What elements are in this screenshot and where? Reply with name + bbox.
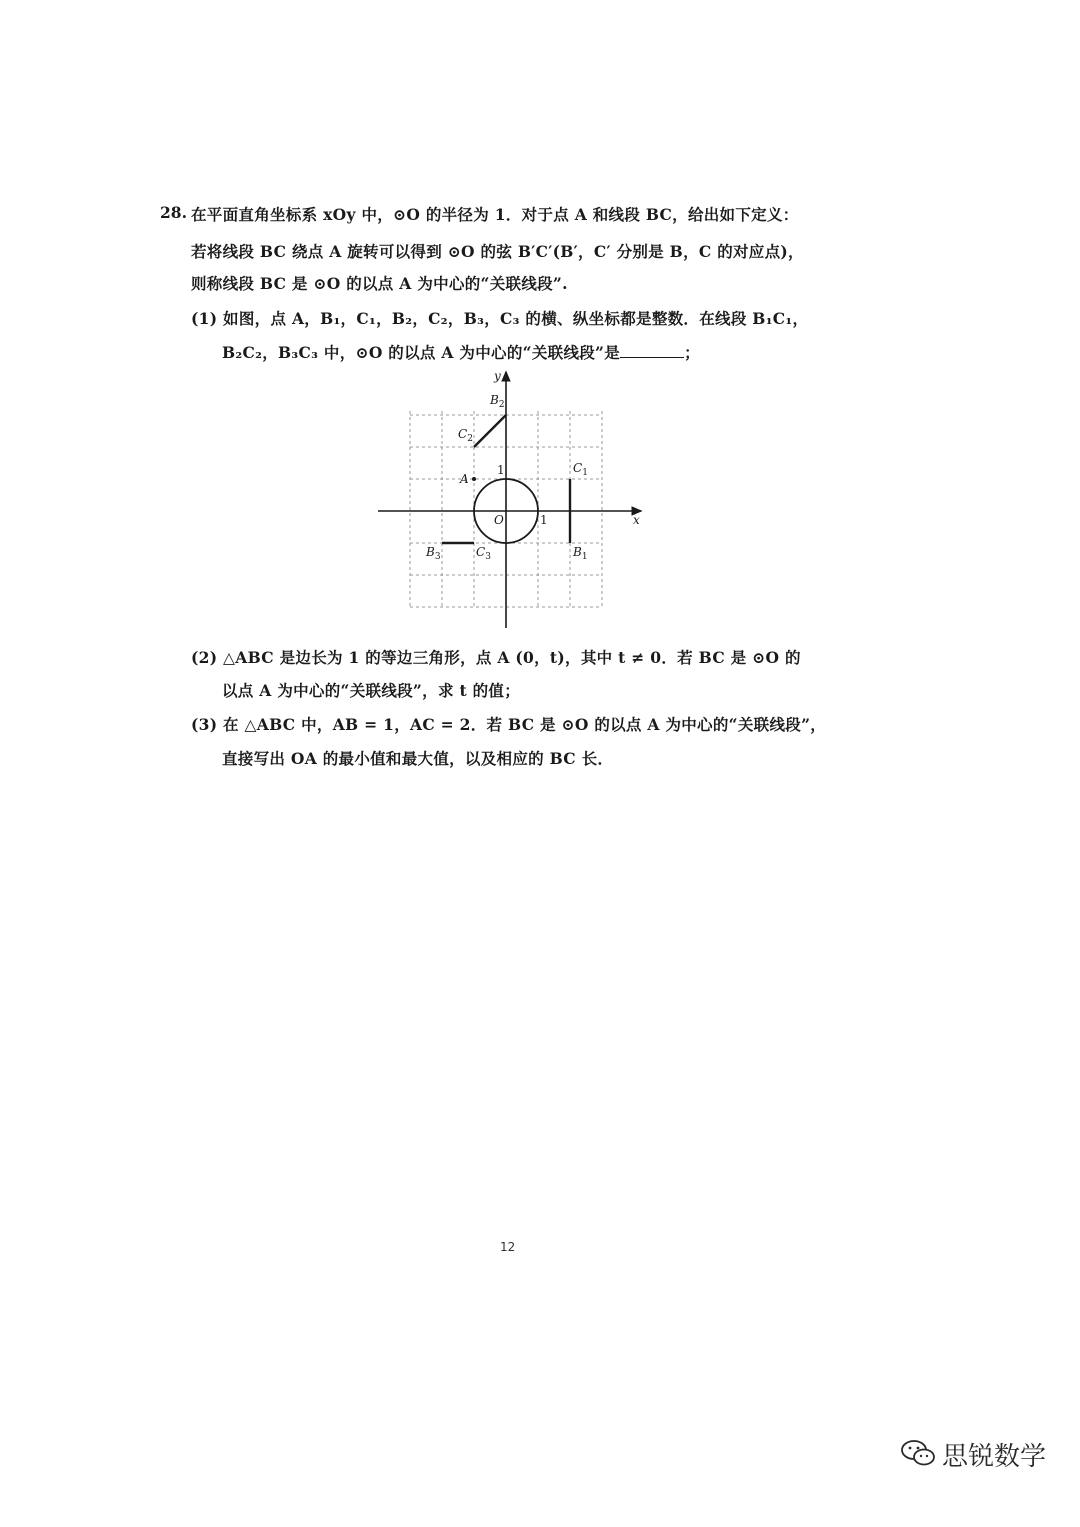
label-b1: $B_1$ — [573, 545, 588, 562]
coordinate-figure-svg — [370, 366, 650, 632]
segment-b2c2 — [474, 415, 506, 447]
part2-line-1: (2) △ABC 是边长为 1 的等边三角形，点 A (0，t)，其中 t ≠ 0．若 BC 是 ⊙O 的 — [191, 648, 801, 667]
tick-label-y-1: 1 — [497, 463, 505, 477]
point-a-label: A — [460, 472, 469, 486]
page-number: 12 — [500, 1240, 516, 1254]
point-a-dot — [472, 477, 476, 481]
problem-line-3: 则称线段 BC 是 ⊙O 的以点 A 为中心的“关联线段”. — [191, 274, 568, 293]
problem-line-1: 在平面直角坐标系 xOy 中，⊙O 的半径为 1．对于点 A 和线段 BC，给出如下定义： — [191, 205, 799, 224]
label-b3: $B_3$ — [426, 545, 441, 562]
origin-label: O — [494, 513, 504, 527]
label-c1: $C_1$ — [573, 461, 588, 478]
part1-line-2-end: ； — [684, 343, 700, 362]
label-c3: $C_3$ — [476, 545, 491, 562]
part2-line-2: 以点 A 为中心的“关联线段”，求 t 的值； — [222, 681, 521, 700]
tick-label-x-1: 1 — [540, 513, 548, 527]
y-axis-label: y — [494, 369, 501, 383]
watermark — [900, 1432, 1060, 1472]
part1-line-1: (1) 如图，点 A，B₁，C₁，B₂，C₂，B₃，C₃ 的横、纵坐标都是整数．在线段 B₁C₁， — [191, 309, 809, 328]
label-c2: $C_2$ — [458, 427, 473, 444]
part3-line-1: (3) 在 △ABC 中，AB = 1，AC = 2．若 BC 是 ⊙O 的以点 A 为中心的“关联线段”， — [191, 715, 827, 734]
answer-blank — [620, 343, 684, 358]
part3-line-2: 直接写出 OA 的最小值和最大值，以及相应的 BC 长． — [222, 749, 614, 768]
problem-line-2: 若将线段 BC 绕点 A 旋转可以得到 ⊙O 的弦 B′C′(B′，C′ 分别是 B，C 的对应点)， — [191, 242, 804, 261]
x-axis-label: x — [633, 513, 640, 527]
wechat-icon — [900, 1438, 938, 1468]
question-number: 28. — [160, 203, 187, 222]
part1-line-2 — [222, 341, 700, 363]
label-b2: $B_2$ — [490, 393, 505, 410]
coordinate-figure — [370, 366, 650, 632]
part1-line-2-text: B₂C₂，B₃C₃ 中，⊙O 的以点 A 为中心的“关联线段”是 — [222, 343, 621, 362]
watermark-text: 思锐数学 — [942, 1442, 1047, 1472]
